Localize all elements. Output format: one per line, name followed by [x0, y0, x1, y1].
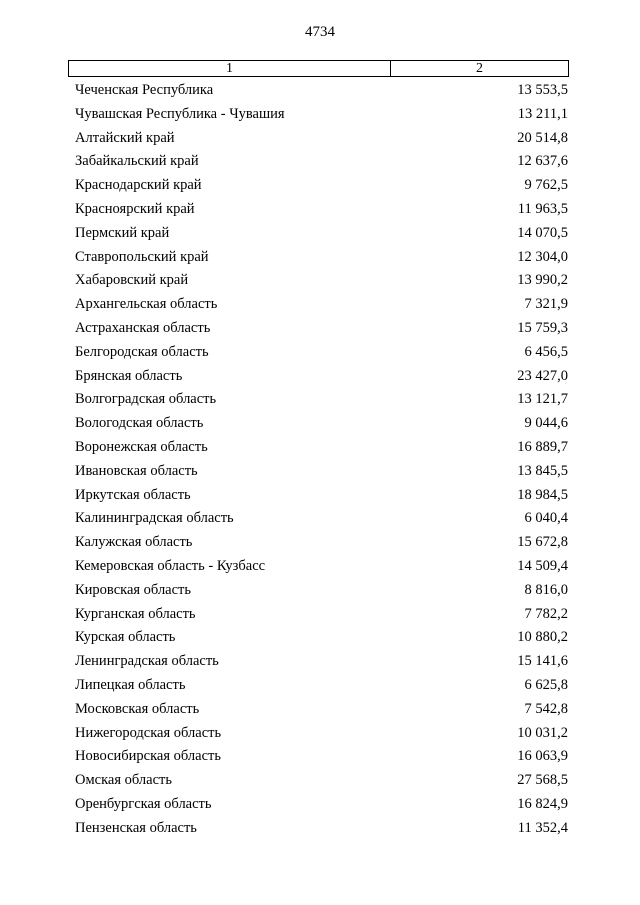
table-row: [75, 269, 568, 293]
region-name: Кировская область: [75, 581, 192, 598]
table-row: [75, 484, 568, 508]
region-name: Воронежская область: [75, 438, 208, 455]
region-value: 15 141,6: [517, 653, 568, 670]
region-name: Пензенская область: [75, 819, 197, 836]
region-value: 11 963,5: [517, 200, 568, 217]
region-name: Пермский край: [75, 224, 170, 241]
region-value: 14 509,4: [517, 557, 568, 574]
region-name: Забайкальский край: [75, 153, 199, 170]
region-name: Архангельская область: [75, 296, 218, 313]
page-number: 4734: [305, 24, 335, 40]
table-row: [75, 698, 568, 722]
table-row: [75, 388, 568, 412]
table-row: [75, 603, 568, 627]
region-value: 9 762,5: [524, 177, 568, 194]
region-value: 16 824,9: [517, 795, 568, 812]
table-row: [75, 769, 568, 793]
table-row: [75, 745, 568, 769]
region-value: 13 990,2: [517, 272, 568, 289]
table-body: [75, 79, 568, 841]
region-name: Липецкая область: [75, 676, 186, 693]
region-name: Оренбургская область: [75, 795, 212, 812]
region-name: Ленинградская область: [75, 653, 219, 670]
region-name: Астраханская область: [75, 319, 211, 336]
table-row: [75, 460, 568, 484]
region-value: 6 625,8: [524, 676, 568, 693]
region-value: 12 304,0: [517, 248, 568, 265]
table-row: [75, 579, 568, 603]
region-value: 10 031,2: [517, 724, 568, 741]
table-row: [75, 412, 568, 436]
region-name: Волгоградская область: [75, 391, 217, 408]
region-value: 15 672,8: [517, 534, 568, 551]
region-name: Брянская область: [75, 367, 183, 384]
table-row: [75, 341, 568, 365]
table-row: [75, 436, 568, 460]
region-value: 6 456,5: [524, 343, 568, 360]
table-row: [75, 222, 568, 246]
region-value: 13 553,5: [517, 82, 568, 98]
region-name: Хабаровский край: [75, 272, 189, 289]
region-name: Курская область: [75, 629, 176, 646]
region-value: 27 568,5: [517, 772, 568, 789]
region-value: 13 121,7: [517, 391, 568, 408]
region-name: Калужская область: [75, 534, 193, 551]
region-value: 7 542,8: [524, 700, 568, 717]
region-value: 18 984,5: [517, 486, 568, 503]
region-value: 23 427,0: [517, 367, 568, 384]
region-value: 14 070,5: [517, 224, 568, 241]
region-name: Ставропольский край: [75, 248, 209, 265]
table-row: [75, 127, 568, 151]
region-value: 6 040,4: [524, 510, 568, 527]
column-header-2: 2: [476, 61, 483, 76]
region-name: Красноярский край: [75, 200, 195, 217]
table-row: [75, 531, 568, 555]
region-value: 13 211,1: [517, 105, 568, 122]
table-header: [68, 60, 569, 77]
region-name: Чувашская Республика - Чувашия: [75, 105, 285, 122]
region-value: 11 352,4: [517, 819, 568, 836]
region-value: 20 514,8: [517, 129, 568, 146]
region-value: 10 880,2: [517, 629, 568, 646]
region-value: 13 845,5: [517, 462, 568, 479]
region-value: 16 063,9: [517, 748, 568, 765]
table-row: [75, 722, 568, 746]
region-name: Иркутская область: [75, 486, 191, 503]
region-name: Алтайский край: [75, 129, 175, 146]
region-value: 15 759,3: [517, 319, 568, 336]
table-row: [75, 79, 568, 103]
table-row: [75, 365, 568, 389]
region-name: Калининградская область: [75, 510, 234, 527]
table-row: [75, 103, 568, 127]
table-row: [75, 150, 568, 174]
column-header-1: 1: [69, 61, 391, 76]
region-value: 7 321,9: [524, 296, 568, 313]
region-name: Кемеровская область - Кузбасс: [75, 557, 266, 574]
table-row: [75, 555, 568, 579]
region-name: Чеченская Республика: [75, 82, 214, 98]
region-name: Курганская область: [75, 605, 196, 622]
region-name: Омская область: [75, 772, 172, 789]
region-name: Нижегородская область: [75, 724, 222, 741]
table-row: [75, 674, 568, 698]
region-value: 16 889,7: [517, 438, 568, 455]
region-name: Белгородская область: [75, 343, 209, 360]
region-value: 9 044,6: [524, 415, 568, 432]
region-value: 7 782,2: [524, 605, 568, 622]
region-name: Московская область: [75, 700, 200, 717]
region-value: 12 637,6: [517, 153, 568, 170]
table-row: [75, 793, 568, 817]
table-row: [75, 650, 568, 674]
region-value: 8 816,0: [524, 581, 568, 598]
region-name: Ивановская область: [75, 462, 198, 479]
region-name: Вологодская область: [75, 415, 204, 432]
table-row: [75, 198, 568, 222]
table-row: [75, 317, 568, 341]
region-name: Краснодарский край: [75, 177, 202, 194]
region-name: Новосибирская область: [75, 748, 221, 765]
table-row: [75, 174, 568, 198]
table-row: [75, 246, 568, 270]
table-row: [75, 626, 568, 650]
table-row: [75, 817, 568, 841]
table-row: [75, 293, 568, 317]
table-row: [75, 507, 568, 531]
